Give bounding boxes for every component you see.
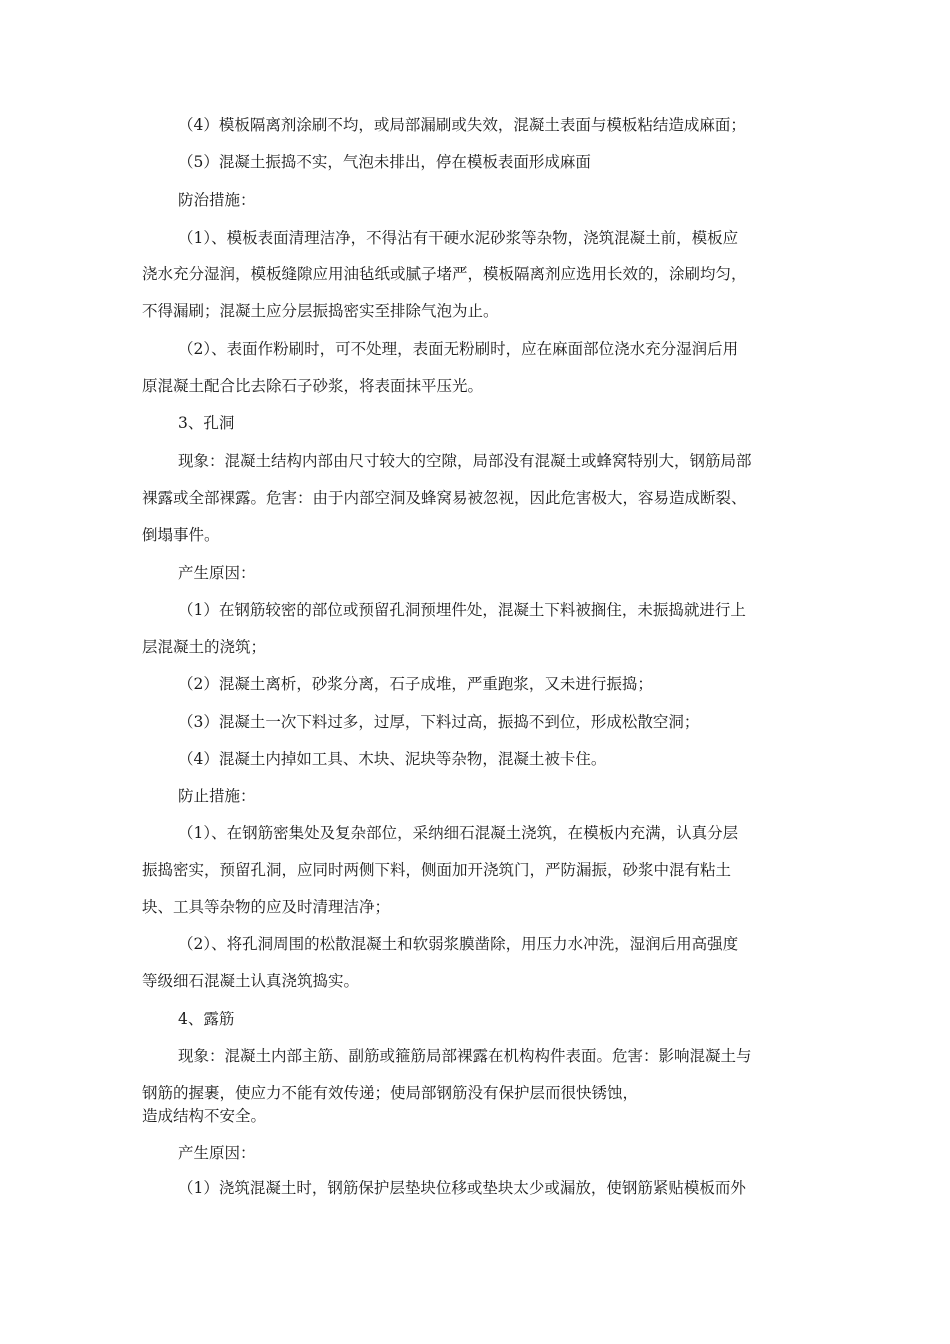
text-line: 层混凝土的浇筑； <box>142 638 267 656</box>
section-heading: 产生原因： <box>178 564 256 582</box>
text-line: 倒塌事件。 <box>142 526 220 544</box>
section-heading: 防止措施： <box>178 787 256 805</box>
text-line: 块、工具等杂物的应及时清理洁净； <box>142 898 391 916</box>
text-line: 现象：混凝土结构内部由尺寸较大的空隙，局部没有混凝土或蜂窝特别大，钢筋局部 <box>178 452 752 470</box>
section-heading: 防治措施： <box>178 191 256 209</box>
text-line: 裸露或全部裸露。危害：由于内部空洞及蜂窝易被忽视，因此危害极大，容易造成断裂、 <box>142 489 747 507</box>
text-line: 浇水充分湿润，模板缝隙应用油毡纸或腻子堵严，模板隔离剂应选用长效的，涂刷均匀， <box>142 265 747 283</box>
text-line: 等级细石混凝土认真浇筑捣实。 <box>142 972 360 990</box>
text-line: （2）、将孔洞周围的松散混凝土和软弱浆膜凿除，用压力水冲洗，湿润后用高强度 <box>178 935 739 953</box>
text-line: 振捣密实，预留孔洞，应同时两侧下料，侧面加开浇筑门，严防漏振，砂浆中混有粘土 <box>142 861 732 879</box>
text-line: 不得漏刷；混凝土应分层振捣密实至排除气泡为止。 <box>142 302 499 320</box>
section-heading: 产生原因： <box>178 1144 256 1162</box>
text-line: （3）混凝土一次下料过多，过厚，下料过高，振捣不到位，形成松散空洞； <box>178 713 700 731</box>
text-line: （1）在钢筋较密的部位或预留孔洞预埋件处，混凝土下料被搁住，未振捣就进行上 <box>178 601 746 619</box>
text-line: （2）、表面作粉刷时，可不处理，表面无粉刷时，应在麻面部位浇水充分湿润后用 <box>178 340 739 358</box>
text-line: （4）模板隔离剂涂刷不均，或局部漏刷或失效，混凝土表面与模板粘结造成麻面； <box>178 116 746 134</box>
text-line: （4）混凝土内掉如工具、木块、泥块等杂物，混凝土被卡住。 <box>178 750 607 768</box>
section-heading: 3、孔洞 <box>178 414 235 432</box>
section-heading: 4、露筋 <box>178 1010 235 1028</box>
text-line: 钢筋的握裹，使应力不能有效传递；使局部钢筋没有保护层而很快锈蚀， <box>142 1084 639 1102</box>
text-line: 原混凝土配合比去除石子砂浆，将表面抹平压光。 <box>142 377 484 395</box>
text-line: （1）浇筑混凝土时，钢筋保护层垫块位移或垫块太少或漏放，使钢筋紧贴模板而外 <box>178 1179 746 1197</box>
text-line: （1）、在钢筋密集处及复杂部位，采纳细石混凝土浇筑，在模板内充满，认真分层 <box>178 824 739 842</box>
text-line: （5）混凝土振捣不实，气泡未排出，停在模板表面形成麻面 <box>178 153 591 171</box>
text-line: 现象：混凝土内部主筋、副筋或箍筋局部裸露在机构构件表面。危害：影响混凝土与 <box>178 1047 752 1065</box>
text-line: （2）混凝土离析，砂浆分离，石子成堆，严重跑浆，又未进行振捣； <box>178 675 653 693</box>
text-line: （1）、模板表面清理洁净，不得沾有干硬水泥砂浆等杂物，浇筑混凝土前，模板应 <box>178 229 739 247</box>
text-line: 造成结构不安全。 <box>142 1107 267 1125</box>
